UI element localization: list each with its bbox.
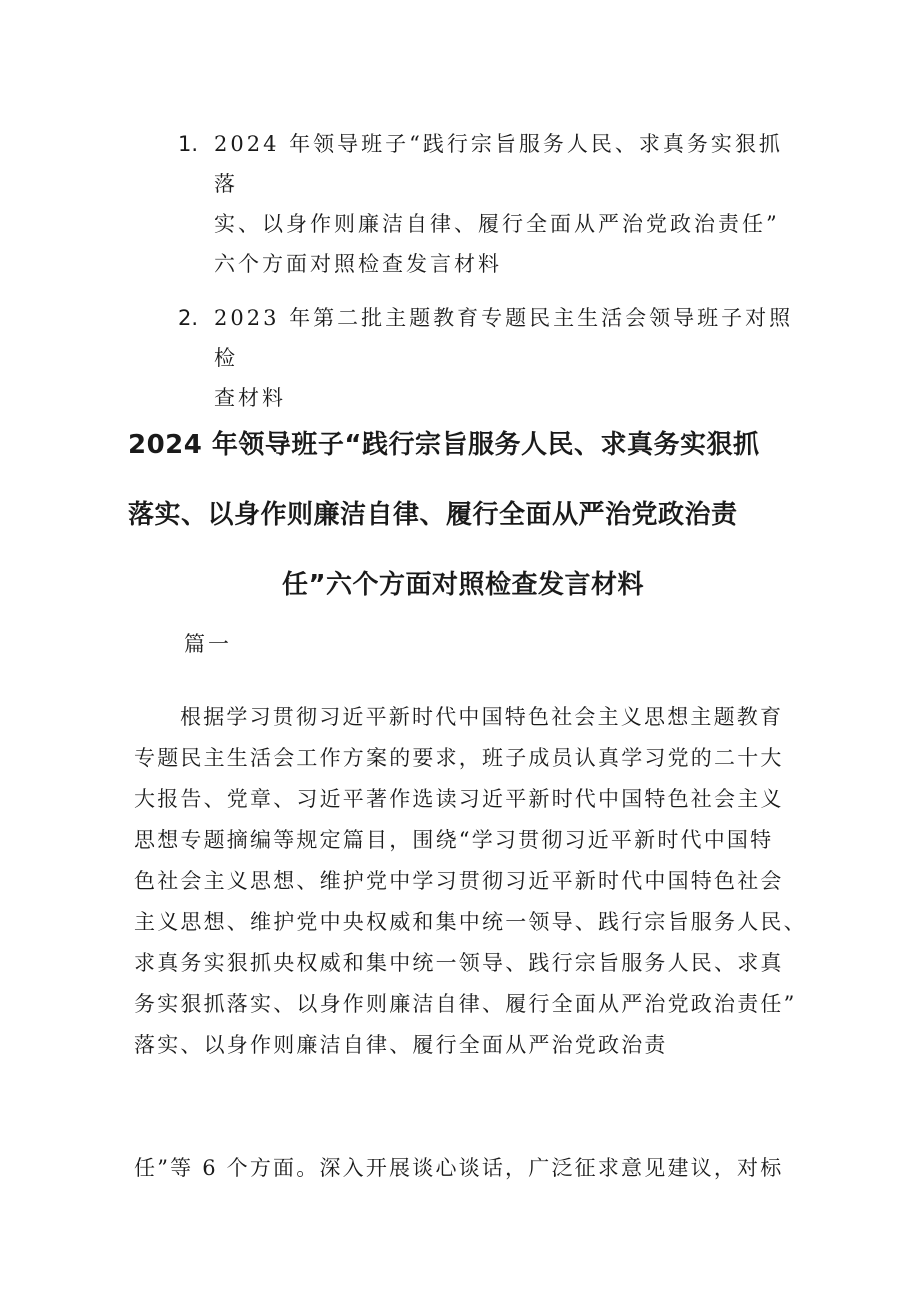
toc-item-line: 实、以身作则廉洁自律、履行全面从严治党政治责任” xyxy=(214,212,780,236)
paragraph-line: 落实、以身作则廉洁自律、履行全面从严治党政治责 xyxy=(134,1033,668,1057)
body-paragraph xyxy=(134,697,807,1066)
section-label: 篇一 xyxy=(184,632,232,656)
paragraph-line: 色社会主义思想、维护党中学习贯彻习近平新时代中国特色社会 xyxy=(134,869,784,893)
toc-item-1[interactable] xyxy=(178,124,798,284)
toc-item-line: 查材料 xyxy=(214,386,286,410)
paragraph-line: 求真务实狠抓央权威和集中统一领导、践行宗旨服务人民、求真 xyxy=(134,951,784,975)
paragraph-continuation: 任”等 6 个方面。深入开展谈心谈话，广泛征求意见建议，对标 xyxy=(134,1156,784,1180)
paragraph-line: 务实狠抓落实、以身作则廉洁自律、履行全面从严治党政治责任” xyxy=(134,992,797,1016)
toc-item-number: 2. xyxy=(178,306,199,330)
toc-item-2[interactable] xyxy=(178,298,798,418)
title-line: 2024 年领导班子“践行宗旨服务人民、求真务实狠抓 xyxy=(128,430,760,460)
toc-item-line: 2023 年第二批主题教育专题民主生活会领导班子对照检 xyxy=(214,306,794,370)
paragraph-line: 主义思想、维护党中央权威和集中统一领导、践行宗旨服务人民、 xyxy=(134,910,807,934)
toc-item-line: 六个方面对照检查发言材料 xyxy=(214,252,502,276)
toc-item-number: 1. xyxy=(178,132,199,156)
title-line: 任”六个方面对照检查发言材料 xyxy=(281,570,645,600)
paragraph-line: 思想专题摘编等规定篇目，围绕“学习贯彻习近平新时代中国特 xyxy=(134,828,774,852)
toc-item-line: 2024 年领导班子“践行宗旨服务人民、求真务实狠抓落 xyxy=(214,132,783,196)
table-of-contents xyxy=(178,124,798,418)
paragraph-line: 专题民主生活会工作方案的要求，班子成员认真学习党的二十大 xyxy=(134,746,784,770)
document-title xyxy=(128,410,798,620)
title-line: 落实、以身作则廉洁自律、履行全面从严治党政治责 xyxy=(128,500,738,530)
paragraph-line: 根据学习贯彻习近平新时代中国特色社会主义思想主题教育 xyxy=(180,705,784,729)
paragraph-line: 大报告、党章、习近平著作选读习近平新时代中国特色社会主义 xyxy=(134,787,784,811)
